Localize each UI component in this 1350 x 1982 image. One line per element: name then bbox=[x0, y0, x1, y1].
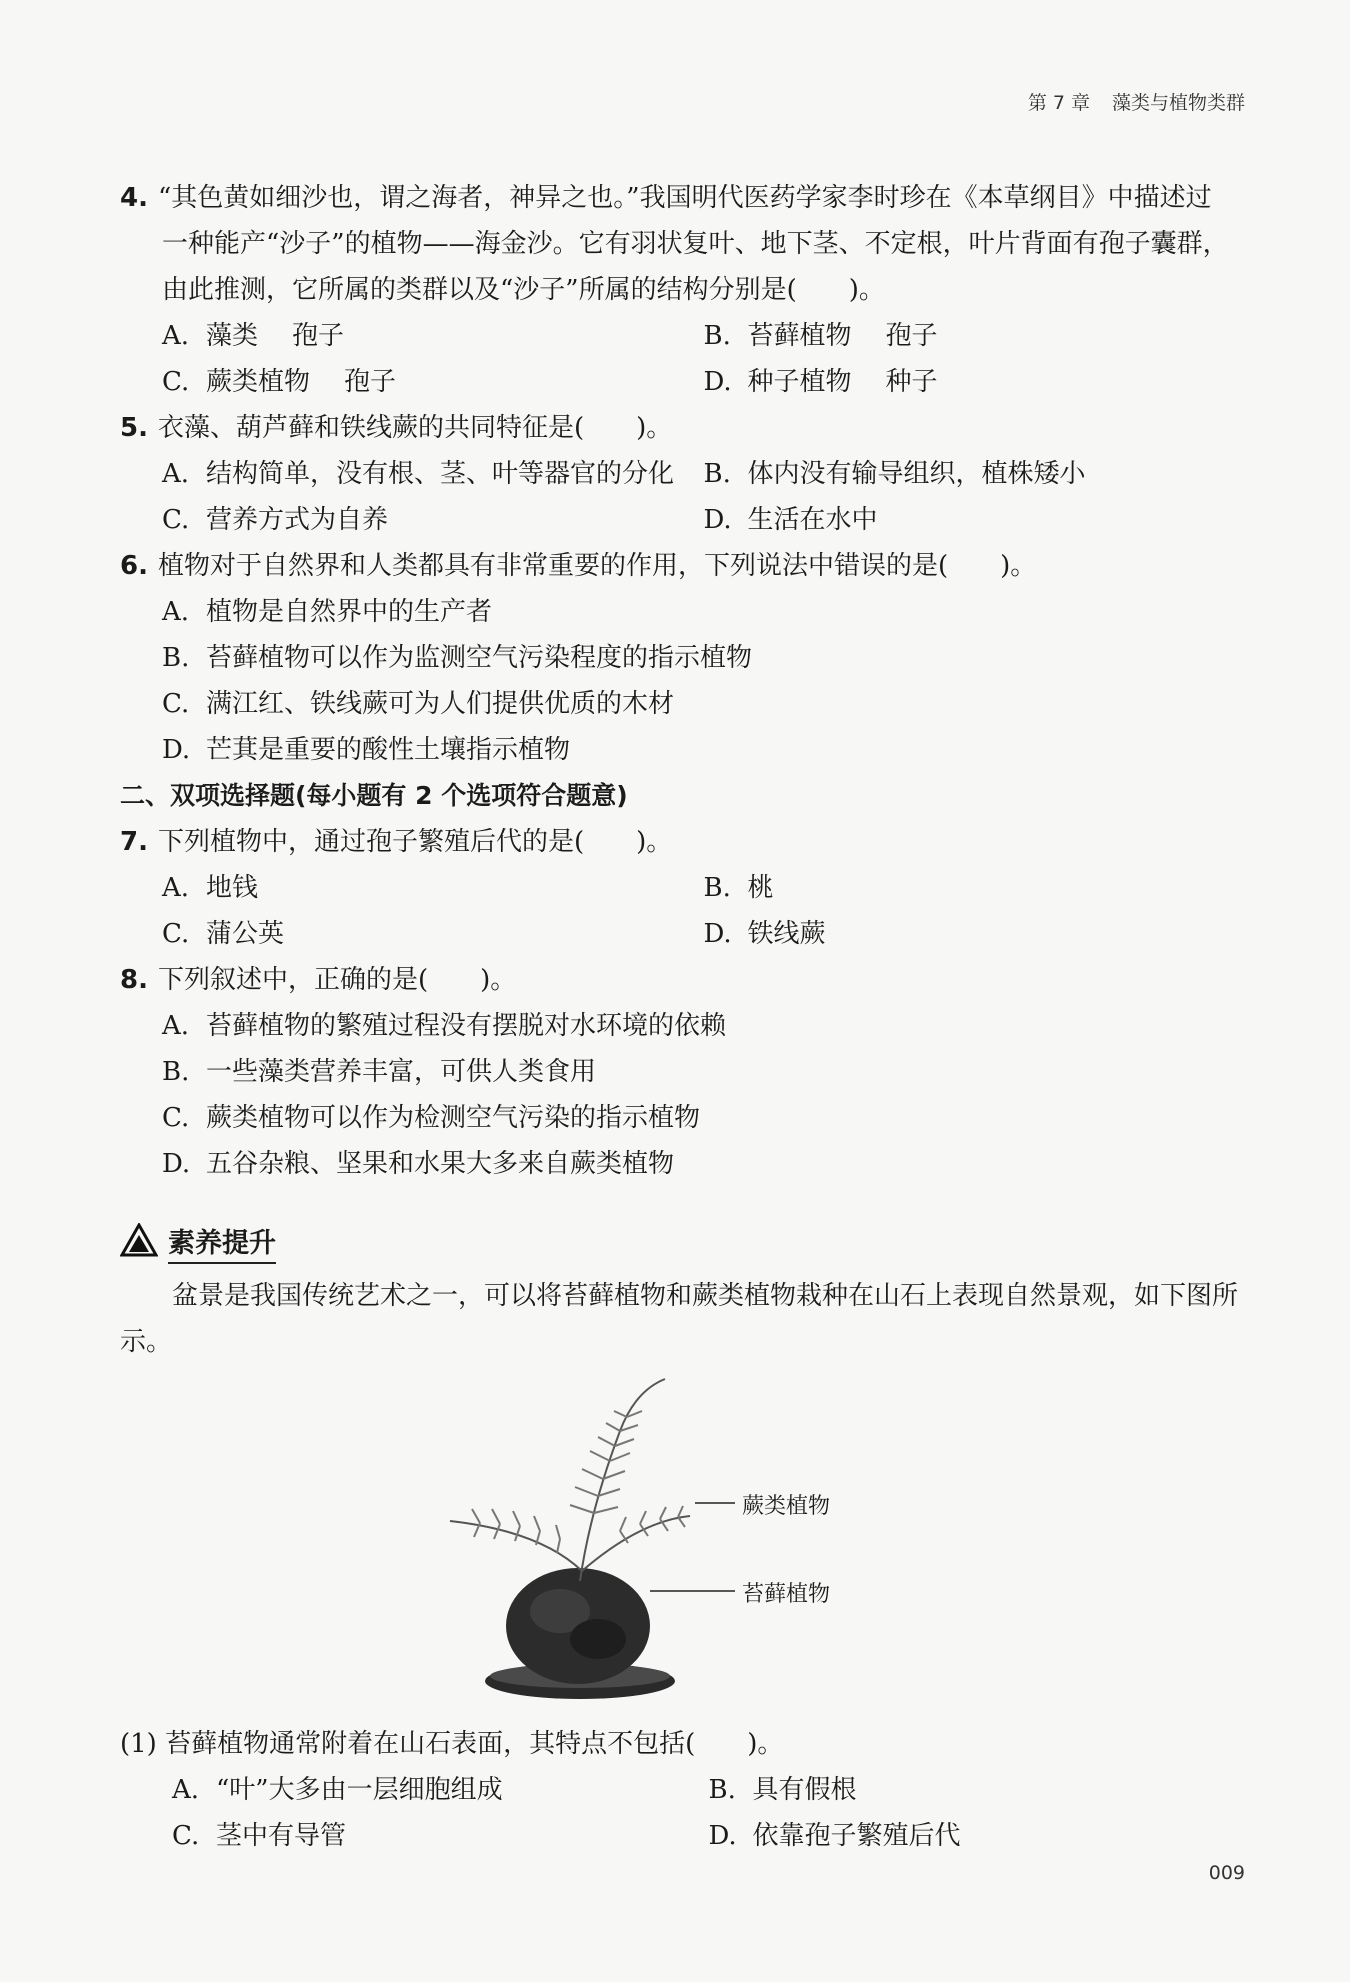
options-q4 bbox=[120, 313, 1245, 405]
running-header bbox=[1028, 88, 1245, 115]
sub-question-1 bbox=[120, 1721, 1245, 1767]
chapter-number: 第 7 章 bbox=[1027, 92, 1090, 114]
options-sub1 bbox=[120, 1767, 1245, 1859]
intro-paragraph: 盆景是我国传统艺术之一，可以将苔藓植物和蕨类植物栽种在山石上表现自然景观，如下图所示。 bbox=[120, 1281, 1239, 1357]
option-c[interactable]: C. 蕨类植物可以作为检测空气污染的指示植物 bbox=[162, 1103, 701, 1133]
sub-question-number: (1) bbox=[120, 1729, 157, 1759]
question-text-line: 衣藻、葫芦藓和铁线蕨的共同特征是( )。 bbox=[158, 413, 673, 443]
option-c[interactable]: C. 茎中有导管 bbox=[172, 1821, 347, 1851]
question-text-line: 下列植物中，通过孢子繁殖后代的是( )。 bbox=[158, 827, 673, 857]
option-d[interactable]: D. 铁线蕨 bbox=[703, 919, 826, 949]
options-q8 bbox=[120, 1003, 1245, 1187]
fern-moss-bonsai-illustration bbox=[120, 1371, 1245, 1711]
section-title: 素养提升 bbox=[168, 1221, 276, 1264]
bonsai-figure bbox=[120, 1371, 1245, 1711]
sub-question-text: 苔藓植物通常附着在山石表面，其特点不包括( )。 bbox=[165, 1729, 784, 1759]
question-8 bbox=[120, 957, 1245, 1003]
option-a[interactable]: A. “叶”大多由一层细胞组成 bbox=[172, 1775, 503, 1805]
option-d[interactable]: D. 生活在水中 bbox=[703, 505, 878, 535]
option-b[interactable]: B. 一些藻类营养丰富，可供人类食用 bbox=[162, 1057, 597, 1087]
option-c[interactable]: C. 蕨类植物 孢子 bbox=[162, 367, 397, 397]
option-a[interactable]: A. 结构简单，没有根、茎、叶等器官的分化 bbox=[162, 459, 675, 489]
options-q6 bbox=[120, 589, 1245, 773]
option-d[interactable]: D. 芒萁是重要的酸性土壤指示植物 bbox=[162, 735, 571, 765]
options-q5 bbox=[120, 451, 1245, 543]
option-b[interactable]: B. 具有假根 bbox=[708, 1775, 857, 1805]
question-text-line: 由此推测，它所属的类群以及“沙子”所属的结构分别是( )。 bbox=[162, 275, 885, 305]
option-b[interactable]: B. 桃 bbox=[703, 873, 774, 903]
option-b[interactable]: B. 苔藓植物 孢子 bbox=[703, 321, 938, 351]
option-c[interactable]: C. 营养方式为自养 bbox=[162, 505, 389, 535]
question-text-line: “其色黄如细沙也，谓之海者，神异之也。”我国明代医药学家李时珍在《本草纲目》中描述过 bbox=[158, 183, 1212, 213]
option-a[interactable]: A. 地钱 bbox=[162, 873, 259, 903]
label-moss: 苔藓植物 bbox=[742, 1582, 831, 1607]
question-5 bbox=[120, 405, 1245, 451]
question-number: 7. bbox=[120, 827, 148, 857]
main-content bbox=[120, 175, 1245, 1859]
question-text-line: 下列叙述中，正确的是( )。 bbox=[158, 965, 517, 995]
section-heading: 二、双项选择题(每小题有 2 个选项符合题意) bbox=[120, 781, 628, 810]
option-d[interactable]: D. 依靠孢子繁殖后代 bbox=[708, 1821, 961, 1851]
question-6 bbox=[120, 543, 1245, 589]
option-b[interactable]: B. 苔藓植物可以作为监测空气污染程度的指示植物 bbox=[162, 643, 753, 673]
option-a[interactable]: A. 苔藓植物的繁殖过程没有摆脱对水环境的依赖 bbox=[162, 1011, 727, 1041]
chapter-title: 藻类与植物类群 bbox=[1111, 92, 1245, 114]
option-b[interactable]: B. 体内没有输导组织，植株矮小 bbox=[703, 459, 1086, 489]
options-q7 bbox=[120, 865, 1245, 957]
question-number: 5. bbox=[120, 413, 148, 443]
option-c[interactable]: C. 蒲公英 bbox=[162, 919, 285, 949]
question-4 bbox=[120, 175, 1245, 313]
label-fern: 蕨类植物 bbox=[742, 1494, 831, 1519]
page-number: 009 bbox=[1208, 1862, 1245, 1884]
question-text-line: 植物对于自然界和人类都具有非常重要的作用，下列说法中错误的是( )。 bbox=[158, 551, 1037, 581]
question-number: 4. bbox=[120, 183, 148, 213]
question-number: 8. bbox=[120, 965, 148, 995]
question-text-line: 一种能产“沙子”的植物——海金沙。它有羽状复叶、地下茎、不定根，叶片背面有孢子囊群， bbox=[162, 229, 1229, 259]
question-number: 6. bbox=[120, 551, 148, 581]
option-d[interactable]: D. 五谷杂粮、坚果和水果大多来自蕨类植物 bbox=[162, 1149, 675, 1179]
section-header-suyang bbox=[120, 1217, 1245, 1267]
option-a[interactable]: A. 植物是自然界中的生产者 bbox=[162, 597, 493, 627]
option-a[interactable]: A. 藻类 孢子 bbox=[162, 321, 345, 351]
warning-triangle-icon bbox=[120, 1223, 158, 1261]
option-d[interactable]: D. 种子植物 种子 bbox=[703, 367, 938, 397]
option-c[interactable]: C. 满江红、铁线蕨可为人们提供优质的木材 bbox=[162, 689, 675, 719]
question-7 bbox=[120, 819, 1245, 865]
